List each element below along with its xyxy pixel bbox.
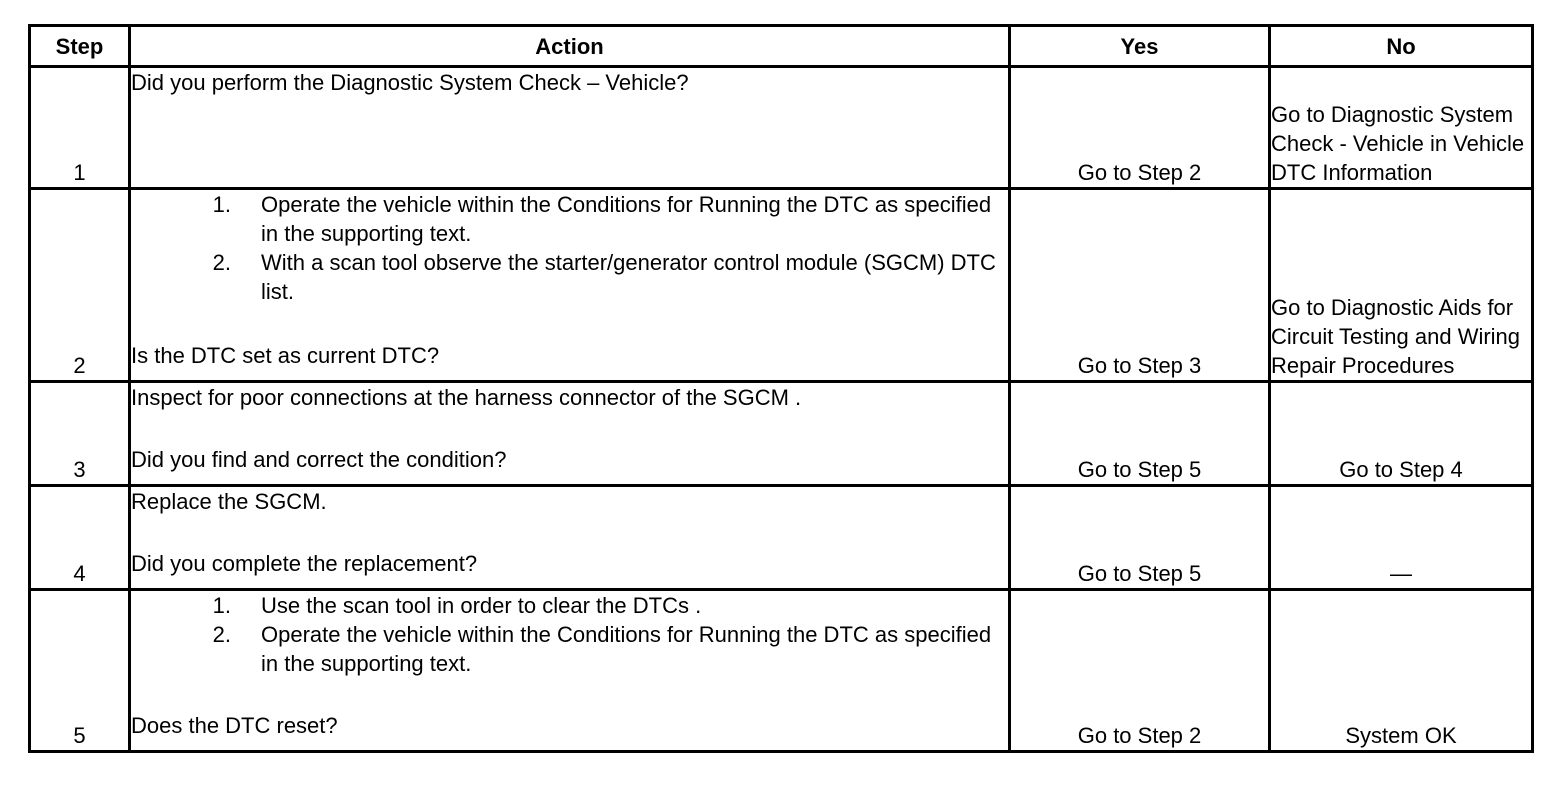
action-question: Did you complete the replacement? xyxy=(131,551,478,576)
list-item-number: 2. xyxy=(212,622,231,647)
list-item xyxy=(131,591,1008,620)
header-row xyxy=(30,26,1533,67)
no-cell: Go to Diagnostic Aids for Circuit Testing and Wiring Repair Procedures xyxy=(1270,189,1533,382)
diagnostic-table xyxy=(28,24,1534,753)
list-item-text: Operate the vehicle within the Conditions for Running the DTC as specified in the supporting text. xyxy=(261,192,992,246)
list-item-number: 2. xyxy=(212,250,231,275)
table-row xyxy=(30,486,1533,590)
step-number: 2 xyxy=(30,189,130,382)
no-cell: Go to Step 4 xyxy=(1270,382,1533,486)
action-list xyxy=(131,591,1008,678)
step-number: 4 xyxy=(30,486,130,590)
step-number: 1 xyxy=(30,67,130,189)
list-item-text: Use the scan tool in order to clear the DTCs . xyxy=(261,593,702,618)
yes-cell: Go to Step 2 xyxy=(1010,590,1270,752)
header-no: No xyxy=(1270,26,1533,67)
list-item xyxy=(131,248,1008,306)
yes-cell: Go to Step 3 xyxy=(1010,189,1270,382)
action-cell xyxy=(130,590,1010,752)
action-list xyxy=(131,190,1008,306)
header-yes: Yes xyxy=(1010,26,1270,67)
list-item-number: 1. xyxy=(212,593,231,618)
yes-cell: Go to Step 5 xyxy=(1010,486,1270,590)
no-cell: System OK xyxy=(1270,590,1533,752)
action-question: Is the DTC set as current DTC? xyxy=(131,343,440,368)
action-cell xyxy=(130,486,1010,590)
action-question: Did you find and correct the condition? xyxy=(131,447,507,472)
no-cell: — xyxy=(1270,486,1533,590)
table-row xyxy=(30,189,1533,382)
step-number: 3 xyxy=(30,382,130,486)
action-question: Does the DTC reset? xyxy=(131,713,338,738)
list-item xyxy=(131,190,1008,248)
list-item-number: 1. xyxy=(212,192,231,217)
action-cell xyxy=(130,67,1010,189)
action-cell xyxy=(130,382,1010,486)
table-row xyxy=(30,590,1533,752)
list-item xyxy=(131,620,1008,678)
list-item-text: With a scan tool observe the starter/generator control module (SGCM) DTC list. xyxy=(261,250,996,304)
action-instruction: Did you perform the Diagnostic System Check – Vehicle? xyxy=(131,70,689,95)
no-cell: Go to Diagnostic System Check - Vehicle in Vehicle DTC Information xyxy=(1270,67,1533,189)
list-item-text: Operate the vehicle within the Conditions for Running the DTC as specified in the supporting text. xyxy=(261,622,992,676)
action-instruction: Replace the SGCM. xyxy=(131,489,327,514)
yes-cell: Go to Step 2 xyxy=(1010,67,1270,189)
action-cell xyxy=(130,189,1010,382)
table-row xyxy=(30,382,1533,486)
header-step: Step xyxy=(30,26,130,67)
table-row xyxy=(30,67,1533,189)
yes-cell: Go to Step 5 xyxy=(1010,382,1270,486)
step-number: 5 xyxy=(30,590,130,752)
action-instruction: Inspect for poor connections at the harness connector of the SGCM . xyxy=(131,385,802,410)
header-action: Action xyxy=(130,26,1010,67)
